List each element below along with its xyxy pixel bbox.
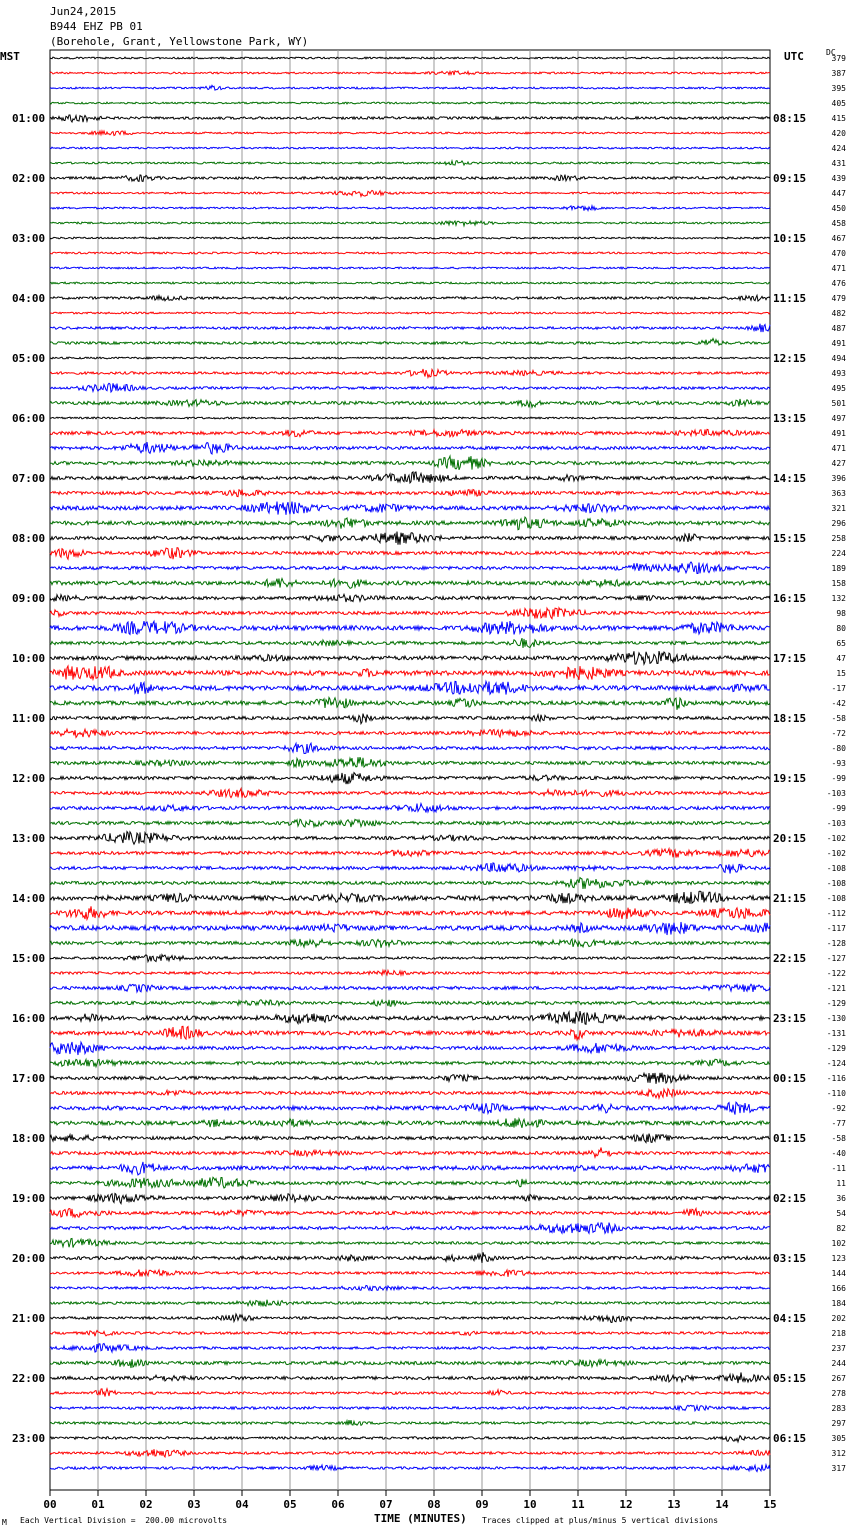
dc-offset-label: 450 [831,204,846,213]
dc-offset-label: -130 [826,1014,846,1023]
seismic-trace [50,1089,770,1098]
seismic-trace [50,1134,770,1143]
dc-offset-label: 482 [831,309,846,318]
seismic-trace [50,939,770,948]
seismic-trace [50,71,770,75]
seismic-trace [50,906,770,919]
dc-offset-label: -127 [826,954,846,963]
seismic-trace [50,267,770,269]
station-location: (Borehole, Grant, Yellowstone Park, WY) [50,35,309,48]
left-hour-label: 18:00 [12,1132,46,1145]
seismic-trace [50,339,770,346]
dc-offset-label: 497 [831,414,846,423]
seismic-trace [50,161,770,166]
seismic-trace [50,562,770,574]
seismic-trace [50,190,770,196]
right-hour-label: 20:15 [773,832,807,845]
x-tick-label: 15 [763,1498,777,1511]
seismic-trace [50,1162,770,1175]
dc-offset-label: -40 [831,1149,846,1158]
clipping-note: Traces clipped at plus/minus 5 vertical divisions [482,1516,719,1525]
dc-offset-label: 495 [831,384,846,393]
left-hour-label: 12:00 [12,772,46,785]
recording-date: Jun24,2015 [50,5,117,18]
right-hour-label: 12:15 [773,352,807,365]
seismic-trace [50,532,770,545]
seismic-trace [50,773,770,785]
dc-offset-label: 283 [831,1404,846,1413]
dc-offset-label: -131 [826,1029,846,1038]
dc-offset-label: 424 [831,144,846,153]
right-hour-label: 03:15 [773,1252,807,1265]
seismic-trace [50,1389,770,1397]
left-hour-label: 13:00 [12,832,46,845]
right-hour-label: 23:15 [773,1012,807,1025]
left-hour-label: 23:00 [12,1432,46,1445]
dc-offset-label: -102 [826,849,846,858]
x-tick-label: 03 [187,1498,201,1511]
left-hour-label: 09:00 [12,592,46,605]
x-tick-label: 05 [283,1498,297,1511]
vertical-division-note: Each Vertical Division = 200.00 microvolts [20,1516,228,1525]
right-hour-label: 13:15 [773,412,807,425]
dc-offset-label: 102 [831,1239,846,1248]
seismic-trace [50,1344,770,1353]
x-tick-label: 01 [91,1498,105,1511]
seismic-trace [50,849,770,858]
dc-offset-label: -42 [831,699,846,708]
dc-offset-label: 312 [831,1449,846,1458]
dc-offset-label: 258 [831,534,846,543]
left-hour-label: 21:00 [12,1312,46,1325]
dc-offset-label: -117 [826,924,846,933]
right-hour-label: 02:15 [773,1192,807,1205]
right-hour-label: 15:15 [773,532,807,545]
dc-offset-label: 420 [831,129,846,138]
right-hour-label: 09:15 [773,172,807,185]
dc-offset-label: 387 [831,69,846,78]
left-hour-label: 05:00 [12,352,46,365]
seismic-trace [50,1359,770,1368]
left-hour-label: 15:00 [12,952,46,965]
seismic-trace [50,295,770,301]
seismic-trace [50,579,770,589]
seismic-trace [50,804,770,813]
dc-offset-label: 363 [831,489,846,498]
dc-offset-label: 278 [831,1389,846,1398]
seismic-trace [50,698,770,710]
dc-offset-label: 54 [836,1209,846,1218]
seismic-trace [50,324,770,332]
x-tick-label: 08 [427,1498,441,1511]
seismic-trace [50,1420,770,1425]
seismic-trace [50,417,770,419]
dc-offset-label: 447 [831,189,846,198]
seismic-trace [50,681,770,694]
station-name: B944 EHZ PB 01 [50,20,143,33]
right-timezone-label: UTC [784,50,804,63]
seismic-trace [50,1465,770,1472]
seismic-trace [50,85,770,90]
x-tick-label: 09 [475,1498,489,1511]
dc-offset-label: 491 [831,339,846,348]
left-hour-label: 08:00 [12,532,46,545]
dc-offset-label: 487 [831,324,846,333]
left-hour-label: 07:00 [12,472,46,485]
seismic-trace [50,237,770,239]
seismic-trace [50,517,770,530]
left-hour-label: 10:00 [12,652,46,665]
footer-mark: M [2,1518,7,1527]
dc-offset-label: -116 [826,1074,846,1083]
seismic-trace [50,1286,770,1291]
dc-offset-label: 98 [836,609,846,618]
left-hour-label: 03:00 [12,232,46,245]
seismic-trace [50,970,770,975]
dc-offset-label: -99 [831,774,846,783]
left-hour-label: 16:00 [12,1012,46,1025]
left-hour-label: 02:00 [12,172,46,185]
dc-offset-label: 267 [831,1374,846,1383]
seismic-trace [50,891,770,904]
dc-offset-label: -108 [826,894,846,903]
right-hour-label: 10:15 [773,232,807,245]
right-hour-label: 17:15 [773,652,807,665]
seismic-trace [50,608,770,619]
seismic-trace [50,252,770,254]
dc-offset-label: 471 [831,264,846,273]
seismic-trace [50,548,770,560]
x-tick-label: 12 [619,1498,633,1511]
dc-offset-label: -124 [826,1059,846,1068]
dc-offset-label: 123 [831,1254,846,1263]
seismic-trace [50,1449,770,1457]
x-tick-label: 02 [139,1498,153,1511]
right-hour-label: 14:15 [773,472,807,485]
seismic-trace [50,442,770,454]
right-hour-label: 21:15 [773,892,807,905]
seismic-trace [50,1314,770,1323]
seismic-trace [50,1148,770,1158]
seismic-trace [50,472,770,483]
dc-offset-label: 166 [831,1284,846,1293]
seismic-trace [50,399,770,407]
x-tick-label: 14 [715,1498,729,1511]
right-hour-label: 01:15 [773,1132,807,1145]
dc-offset-label: -108 [826,864,846,873]
left-hour-label: 11:00 [12,712,46,725]
dc-offset-label: 36 [836,1194,846,1203]
seismic-trace [50,429,770,436]
seismic-trace [50,1436,770,1442]
seismic-trace [50,1194,770,1204]
seismic-trace [50,312,770,314]
dc-offset-label: 305 [831,1434,846,1443]
seismic-trace [50,955,770,962]
dc-offset-label: -122 [826,969,846,978]
seismic-trace [50,1011,770,1024]
seismic-trace [50,1000,770,1007]
left-hour-label: 20:00 [12,1252,46,1265]
dc-offset-label: 224 [831,549,846,558]
seismic-trace [50,832,770,845]
dc-offset-label: -92 [831,1104,846,1113]
dc-offset-label: 476 [831,279,846,288]
seismic-trace [50,1252,770,1263]
x-tick-label: 07 [379,1498,393,1511]
dc-offset-label: -129 [826,999,846,1008]
right-hour-label: 00:15 [773,1072,807,1085]
dc-offset-label: 184 [831,1299,846,1308]
right-hour-label: 05:15 [773,1372,807,1385]
dc-offset-label: 47 [836,654,846,663]
seismic-trace [50,131,770,136]
seismic-trace [50,651,770,664]
dc-offset-label: 158 [831,579,846,588]
seismic-trace [50,789,770,798]
dc-offset-label: 132 [831,594,846,603]
dc-offset-label: 415 [831,114,846,123]
left-hour-label: 22:00 [12,1372,46,1385]
seismic-trace [50,1026,770,1039]
dc-offset-label: -110 [826,1089,846,1098]
x-tick-label: 06 [331,1498,345,1511]
right-hour-label: 16:15 [773,592,807,605]
dc-offset-label: 296 [831,519,846,528]
dc-offset-label: 470 [831,249,846,258]
seismic-trace [50,1118,770,1128]
seismic-trace [50,357,770,359]
x-tick-label: 13 [667,1498,681,1511]
dc-offset-label: 237 [831,1344,846,1353]
seismic-trace [50,863,770,874]
dc-offset-label: -72 [831,729,846,738]
seismic-trace [50,456,770,470]
seismic-trace [50,1405,770,1411]
seismic-trace [50,115,770,122]
dc-offset-label: -121 [826,984,846,993]
seismic-trace [50,743,770,753]
seismic-trace [50,1372,770,1383]
right-hour-label: 08:15 [773,112,807,125]
dc-offset-label: 494 [831,354,846,363]
dc-offset-label: -129 [826,1044,846,1053]
left-hour-label: 19:00 [12,1192,46,1205]
left-hour-label: 17:00 [12,1072,46,1085]
dc-offset-label: 82 [836,1224,846,1233]
x-tick-label: 00 [43,1498,57,1511]
dc-offset-label: -103 [826,789,846,798]
seismic-trace [50,729,770,737]
left-hour-label: 01:00 [12,112,46,125]
seismic-trace [50,490,770,497]
dc-offset-label: -112 [826,909,846,918]
dc-offset-label: 321 [831,504,846,513]
x-tick-label: 11 [571,1498,585,1511]
seismic-trace [50,1270,770,1277]
dc-offset-label: -80 [831,744,846,753]
dc-offset-label: 218 [831,1329,846,1338]
seismic-trace [50,57,770,59]
left-hour-label: 04:00 [12,292,46,305]
dc-offset-label: 493 [831,369,846,378]
dc-offset-label: 439 [831,174,846,183]
seismic-trace [50,638,770,648]
right-hour-label: 22:15 [773,952,807,965]
seismic-trace [50,594,770,602]
dc-offset-label: 11 [836,1179,846,1188]
right-hour-label: 18:15 [773,712,807,725]
seismic-trace [50,383,770,392]
seismic-trace [50,502,770,515]
seismic-trace [50,1209,770,1218]
dc-offset-label: 297 [831,1419,846,1428]
dc-offset-label: 405 [831,99,846,108]
dc-offset-label: 144 [831,1269,846,1278]
seismic-trace [50,1239,770,1248]
x-tick-label: 10 [523,1498,537,1511]
seismic-trace [50,819,770,827]
dc-offset-label: 427 [831,459,846,468]
x-axis-title: TIME (MINUTES) [374,1512,467,1525]
seismic-trace [50,922,770,935]
seismic-trace [50,757,770,767]
seismic-trace [50,147,770,149]
dc-offset-label: -93 [831,759,846,768]
seismic-trace [50,1102,770,1114]
dc-offset-label: 395 [831,84,846,93]
dc-offset-label: 491 [831,429,846,438]
seismic-trace [50,621,770,634]
dc-offset-label: 317 [831,1464,846,1473]
dc-offset-label: -58 [831,1134,846,1143]
dc-offset-label: -77 [831,1119,846,1128]
dc-offset-label: 431 [831,159,846,168]
left-hour-label: 06:00 [12,412,46,425]
dc-offset-label: -128 [826,939,846,948]
dc-offset-label: -99 [831,804,846,813]
seismic-trace [50,1177,770,1188]
seismic-trace [50,878,770,889]
seismic-trace [50,1223,770,1234]
seismic-trace [50,1059,770,1066]
seismic-trace [50,1331,770,1337]
x-tick-label: 04 [235,1498,249,1511]
dc-offset-label: 189 [831,564,846,573]
dc-label: DC [826,48,836,57]
seismic-trace [50,102,770,104]
dc-offset-label: 379 [831,54,846,63]
seismic-trace [50,175,770,182]
left-hour-label: 14:00 [12,892,46,905]
seismic-trace [50,206,770,211]
dc-offset-label: 467 [831,234,846,243]
seismic-trace [50,1073,770,1084]
seismic-trace [50,714,770,724]
seismic-trace [50,282,770,284]
left-timezone-label: MST [0,50,20,63]
right-hour-label: 19:15 [773,772,807,785]
dc-offset-label: 396 [831,474,846,483]
right-hour-label: 11:15 [773,292,807,305]
dc-offset-label: 479 [831,294,846,303]
dc-offset-label: -58 [831,714,846,723]
dc-offset-label: 80 [836,624,846,633]
dc-offset-label: -103 [826,819,846,828]
dc-offset-label: 65 [836,639,846,648]
dc-offset-label: 15 [836,669,846,678]
seismic-trace [50,369,770,377]
dc-offset-label: -108 [826,879,846,888]
seismic-trace [50,1042,770,1055]
dc-offset-label: 471 [831,444,846,453]
dc-offset-label: 244 [831,1359,846,1368]
seismic-trace [50,221,770,226]
dc-offset-label: 458 [831,219,846,228]
seismic-trace [50,984,770,992]
dc-offset-label: -102 [826,834,846,843]
dc-offset-label: -11 [831,1164,846,1173]
dc-offset-label: 501 [831,399,846,408]
seismic-trace [50,666,770,680]
seismic-trace [50,1300,770,1307]
dc-offset-label: 202 [831,1314,846,1323]
dc-offset-label: -17 [831,684,846,693]
right-hour-label: 04:15 [773,1312,807,1325]
right-hour-label: 06:15 [773,1432,807,1445]
